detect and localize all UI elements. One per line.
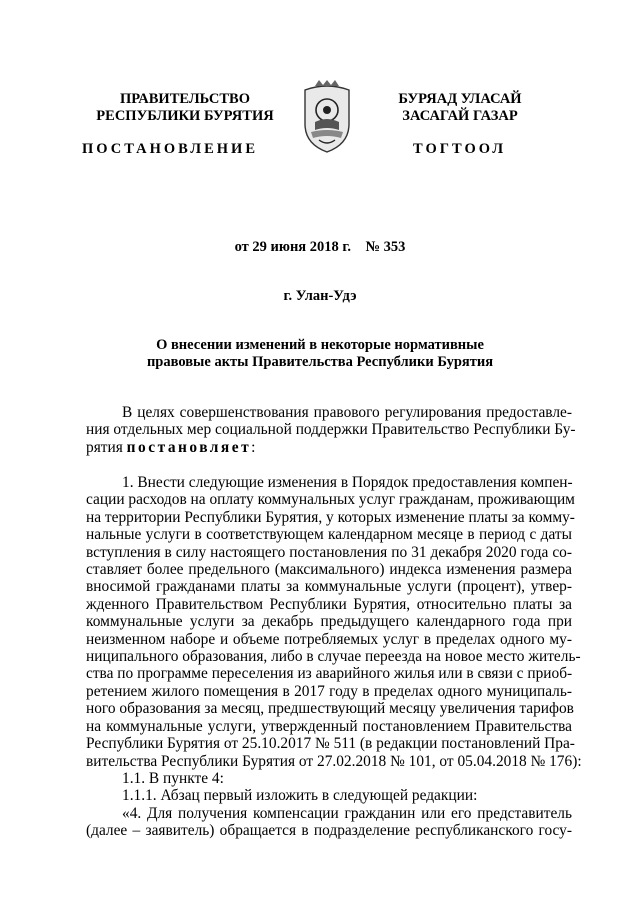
government-name-ru: [96, 91, 274, 125]
doc-type-ru: ПОСТАНОВЛЕНИЕ: [82, 141, 259, 157]
paragraph-1: [86, 474, 582, 840]
para1-line: вступления в силу настоящего постановления по 31 декабря 2020 года со-: [86, 543, 572, 561]
para1-line: жденного Правительством Республики Бурятия, относительно платы за: [86, 595, 572, 613]
preamble-line1: В целях совершенствования правового регулирования предоставле-: [122, 404, 572, 421]
para1-line: 1. Внести следующие изменения в Порядок предоставления компен-: [122, 474, 573, 491]
government-name-bua: [386, 91, 534, 125]
government-name-line1: ПРАВИТЕЛЬСТВО: [120, 91, 250, 107]
para1-line: сации расходов на оплату коммунальных услуг гражданам, проживающим: [86, 491, 575, 509]
preamble: [86, 404, 576, 456]
quote-line: «4. Для получения компенсации гражданин или его представитель: [122, 804, 572, 822]
para1-line: вительства Республики Бурятия от 27.02.2018 № 101, от 05.04.2018 № 176):: [86, 752, 582, 770]
doc-type-bua: ТОГТООЛ: [413, 141, 507, 157]
resolution-verb: постановляет: [126, 438, 252, 456]
para1-line: ретением жилого помещения в 2017 году в пределах одного муниципаль-: [86, 682, 572, 700]
para1-line: неизменном наборе и объеме потребляемых услуг в пределах одного му-: [86, 630, 572, 648]
item-1-1: 1.1. В пункте 4:: [122, 769, 224, 787]
para1-line: ства по программе переселения из аварийного жилья или в связи с приоб-: [86, 665, 573, 683]
para1-line: ного образования за месяц, предшествующий месяцу увеличения тарифов: [86, 700, 574, 718]
document-title: [0, 337, 640, 371]
city: г. Улан-Удэ: [283, 288, 357, 304]
quote-line: (далее – заявитель) обращается в подразделение республиканского госу-: [86, 822, 572, 840]
government-name-line2: РЕСПУБЛИКИ БУРЯТИЯ: [96, 108, 274, 124]
preamble-line3: [86, 439, 572, 456]
para1-line: нальные услуги в соответствующем календарном месяце в период с даты: [86, 526, 572, 544]
para1-line: на коммунальные услуги, утвержденный постановлением Правительства: [86, 717, 572, 735]
para1-line: ниципального образования, либо в случае переезда на новое место житель-: [86, 648, 581, 666]
preamble-line2: ния отдельных мер социальной поддержки Правительство Республики Бу-: [86, 421, 576, 439]
government-name-bua-line1: БУРЯАД УЛАСАЙ: [398, 91, 522, 107]
government-name-bua-line2: ЗАСАГАЙ ГАЗАР: [402, 108, 518, 124]
preamble-lead: рятия: [86, 438, 127, 456]
para1-line: Республики Бурятия от 25.10.2017 № 511 (в редакции постановлений Пра-: [86, 735, 575, 753]
para1-line: коммунальные услуги за декабрь предыдущего календарного года при: [86, 613, 572, 631]
preamble-colon: :: [251, 438, 256, 456]
para1-line: на территории Республики Бурятия, у которых изменение платы за комму-: [86, 508, 575, 526]
coat-of-arms-emblem: [301, 80, 353, 154]
item-1-1-1: 1.1.1. Абзац первый изложить в следующей редакции:: [122, 787, 478, 805]
para1-line: ставляет более предельного (максимального) индекса изменения размера: [86, 561, 572, 579]
title-line1: О внесении изменений в некоторые нормативные: [156, 337, 484, 353]
title-line2: правовые акты Правительства Республики Бурятия: [146, 354, 494, 370]
date-and-number: от 29 июня 2018 г. № 353: [234, 239, 406, 255]
para1-line: вносимой гражданами платы за коммунальные услуги (процент), утвер-: [86, 578, 572, 596]
